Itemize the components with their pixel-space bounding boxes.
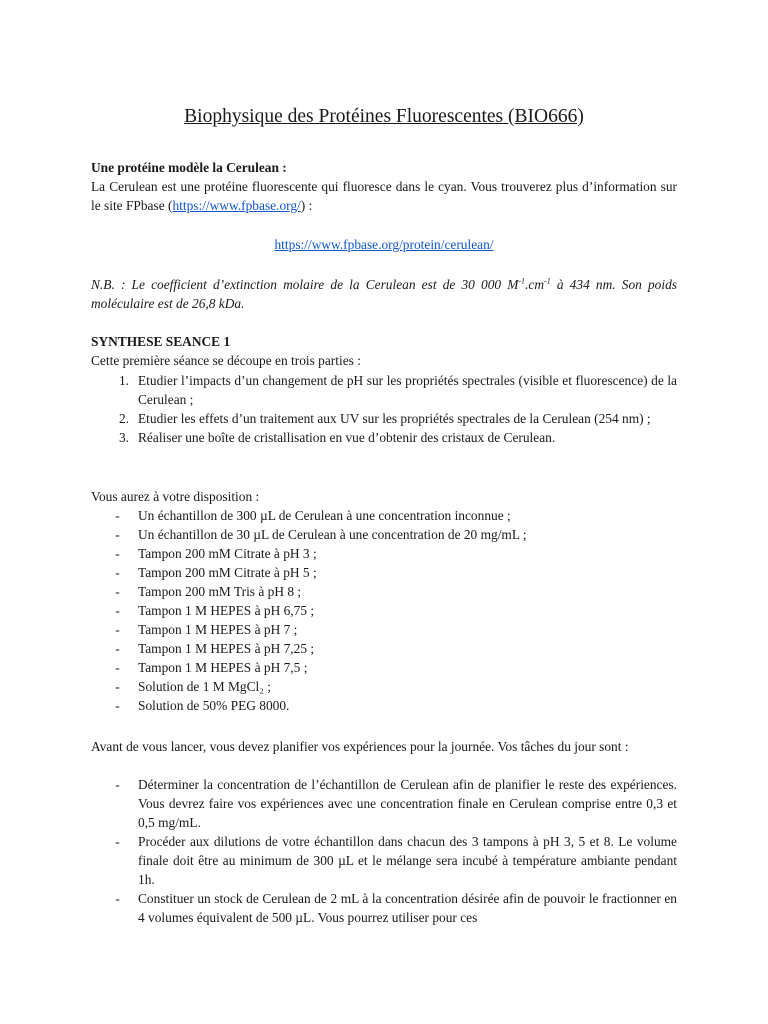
list-item — [91, 775, 677, 832]
list-number: 2. — [118, 411, 129, 426]
list-bullet: - — [115, 622, 120, 637]
synthese-heading: SYNTHESE SEANCE 1 — [91, 334, 231, 349]
list-item-text: Tampon 200 mM Citrate à pH 3 ; — [138, 546, 317, 561]
list-item — [91, 371, 677, 409]
list-item — [91, 696, 677, 715]
list-item-text: Tampon 200 mM Citrate à pH 5 ; — [138, 565, 317, 580]
list-item — [91, 889, 677, 927]
list-item-text: Etudier les effets d’un traitement aux UV sur les propriétés spectrales de la Cerulean (254 nm) ; — [138, 411, 651, 426]
list-item — [91, 620, 677, 639]
taches-list — [91, 775, 677, 927]
list-bullet: - — [115, 565, 120, 580]
list-bullet: - — [115, 834, 120, 849]
list-item-text: Solution de 1 M MgCl₂ ; — [138, 679, 272, 694]
list-bullet: - — [115, 546, 120, 561]
list-bullet: - — [115, 508, 120, 523]
nb-exponent-2: -1 — [544, 276, 551, 286]
list-item — [91, 832, 677, 889]
list-item — [91, 506, 677, 525]
list-bullet: - — [115, 603, 120, 618]
cerulean-heading: Une protéine modèle la Cerulean : — [91, 160, 287, 175]
list-item — [91, 409, 677, 428]
list-item-text: Un échantillon de 30 µL de Cerulean à une concentration de 20 mg/mL ; — [138, 527, 527, 542]
nb-text: N.B. : Le coefficient d’extinction molaire de la Cerulean est de 30 000 M — [91, 277, 519, 292]
list-item-text: Tampon 1 M HEPES à pH 6,75 ; — [138, 603, 315, 618]
cerulean-intro — [91, 177, 677, 215]
list-item-text: Tampon 1 M HEPES à pH 7,25 ; — [138, 641, 315, 656]
list-bullet: - — [115, 698, 120, 713]
list-item-text: Réaliser une boîte de cristallisation en vue d’obtenir des cristaux de Cerulean. — [138, 430, 556, 445]
list-bullet: - — [115, 679, 120, 694]
list-item-text: Tampon 1 M HEPES à pH 7 ; — [138, 622, 298, 637]
synthese-intro: Cette première séance se découpe en trois parties : — [91, 353, 361, 368]
list-number: 3. — [118, 430, 129, 445]
list-bullet: - — [115, 641, 120, 656]
cerulean-center-link-line — [91, 235, 677, 254]
list-item — [91, 658, 677, 677]
list-item-text: Un échantillon de 300 µL de Cerulean à une concentration inconnue ; — [138, 508, 511, 523]
list-bullet: - — [115, 660, 120, 675]
cerulean-page-link[interactable]: https://www.fpbase.org/protein/cerulean/ — [274, 237, 494, 252]
cerulean-intro-text: La Cerulean est une protéine fluorescente qui fluoresce dans le cyan. Vous trouverez plus d’information sur le site FPbase ( — [91, 179, 677, 213]
list-item — [91, 601, 677, 620]
nb-note — [91, 275, 677, 313]
synthese-parts-list — [91, 371, 677, 447]
document-title: Biophysique des Protéines Fluorescentes (BIO666) — [184, 106, 584, 127]
nb-exponent-1: -1 — [518, 276, 526, 286]
cerulean-intro-end: ) : — [300, 198, 313, 213]
list-item-text: Solution de 50% PEG 8000. — [138, 698, 290, 713]
list-item — [91, 563, 677, 582]
list-item — [91, 428, 677, 447]
list-item — [91, 639, 677, 658]
list-item — [91, 525, 677, 544]
list-bullet: - — [115, 584, 120, 599]
disposition-intro: Vous aurez à votre disposition : — [91, 489, 260, 504]
list-item — [91, 677, 677, 696]
nb-unit: .cm — [525, 277, 545, 292]
disposition-list — [91, 506, 677, 715]
list-item-text: Déterminer la concentration de l’échantillon de Cerulean afin de planifier le reste des expériences. Vous devrez faire vos expériences avec une concentration finale en Cerulean comprise entre 0,3 et 0,5 mg/mL. — [138, 777, 677, 830]
list-bullet: - — [115, 527, 120, 542]
nb-text-end: à 434 nm. Son poids moléculaire est de 26,8 kDa. — [91, 277, 677, 311]
list-item-text: Tampon 200 mM Tris à pH 8 ; — [138, 584, 302, 599]
list-item — [91, 582, 677, 601]
list-item-text: Procéder aux dilutions de votre échantillon dans chacun des 3 tampons à pH 3, 5 et 8. Le volume finale doit être au minimum de 300 µL et le mélange sera incubé à température ambiante pendant 1h. — [138, 834, 677, 887]
list-bullet: - — [115, 891, 120, 906]
list-item-text: Tampon 1 M HEPES à pH 7,5 ; — [138, 660, 308, 675]
list-item-text: Constituer un stock de Cerulean de 2 mL à la concentration désirée afin de pouvoir le fractionner en 4 volumes équivalent de 500 µL. Vous pourrez utiliser pour ces — [138, 891, 677, 925]
taches-intro: Avant de vous lancer, vous devez planifier vos expériences pour la journée. Vos tâches du jour sont : — [91, 739, 629, 754]
list-item-text: Etudier l’impacts d’un changement de pH sur les propriétés spectrales (visible et fluorescence) de la Cerulean ; — [138, 373, 677, 407]
list-bullet: - — [115, 777, 120, 792]
fpbase-link[interactable]: https://www.fpbase.org/ — [172, 198, 301, 213]
list-number: 1. — [118, 373, 129, 388]
list-item — [91, 544, 677, 563]
